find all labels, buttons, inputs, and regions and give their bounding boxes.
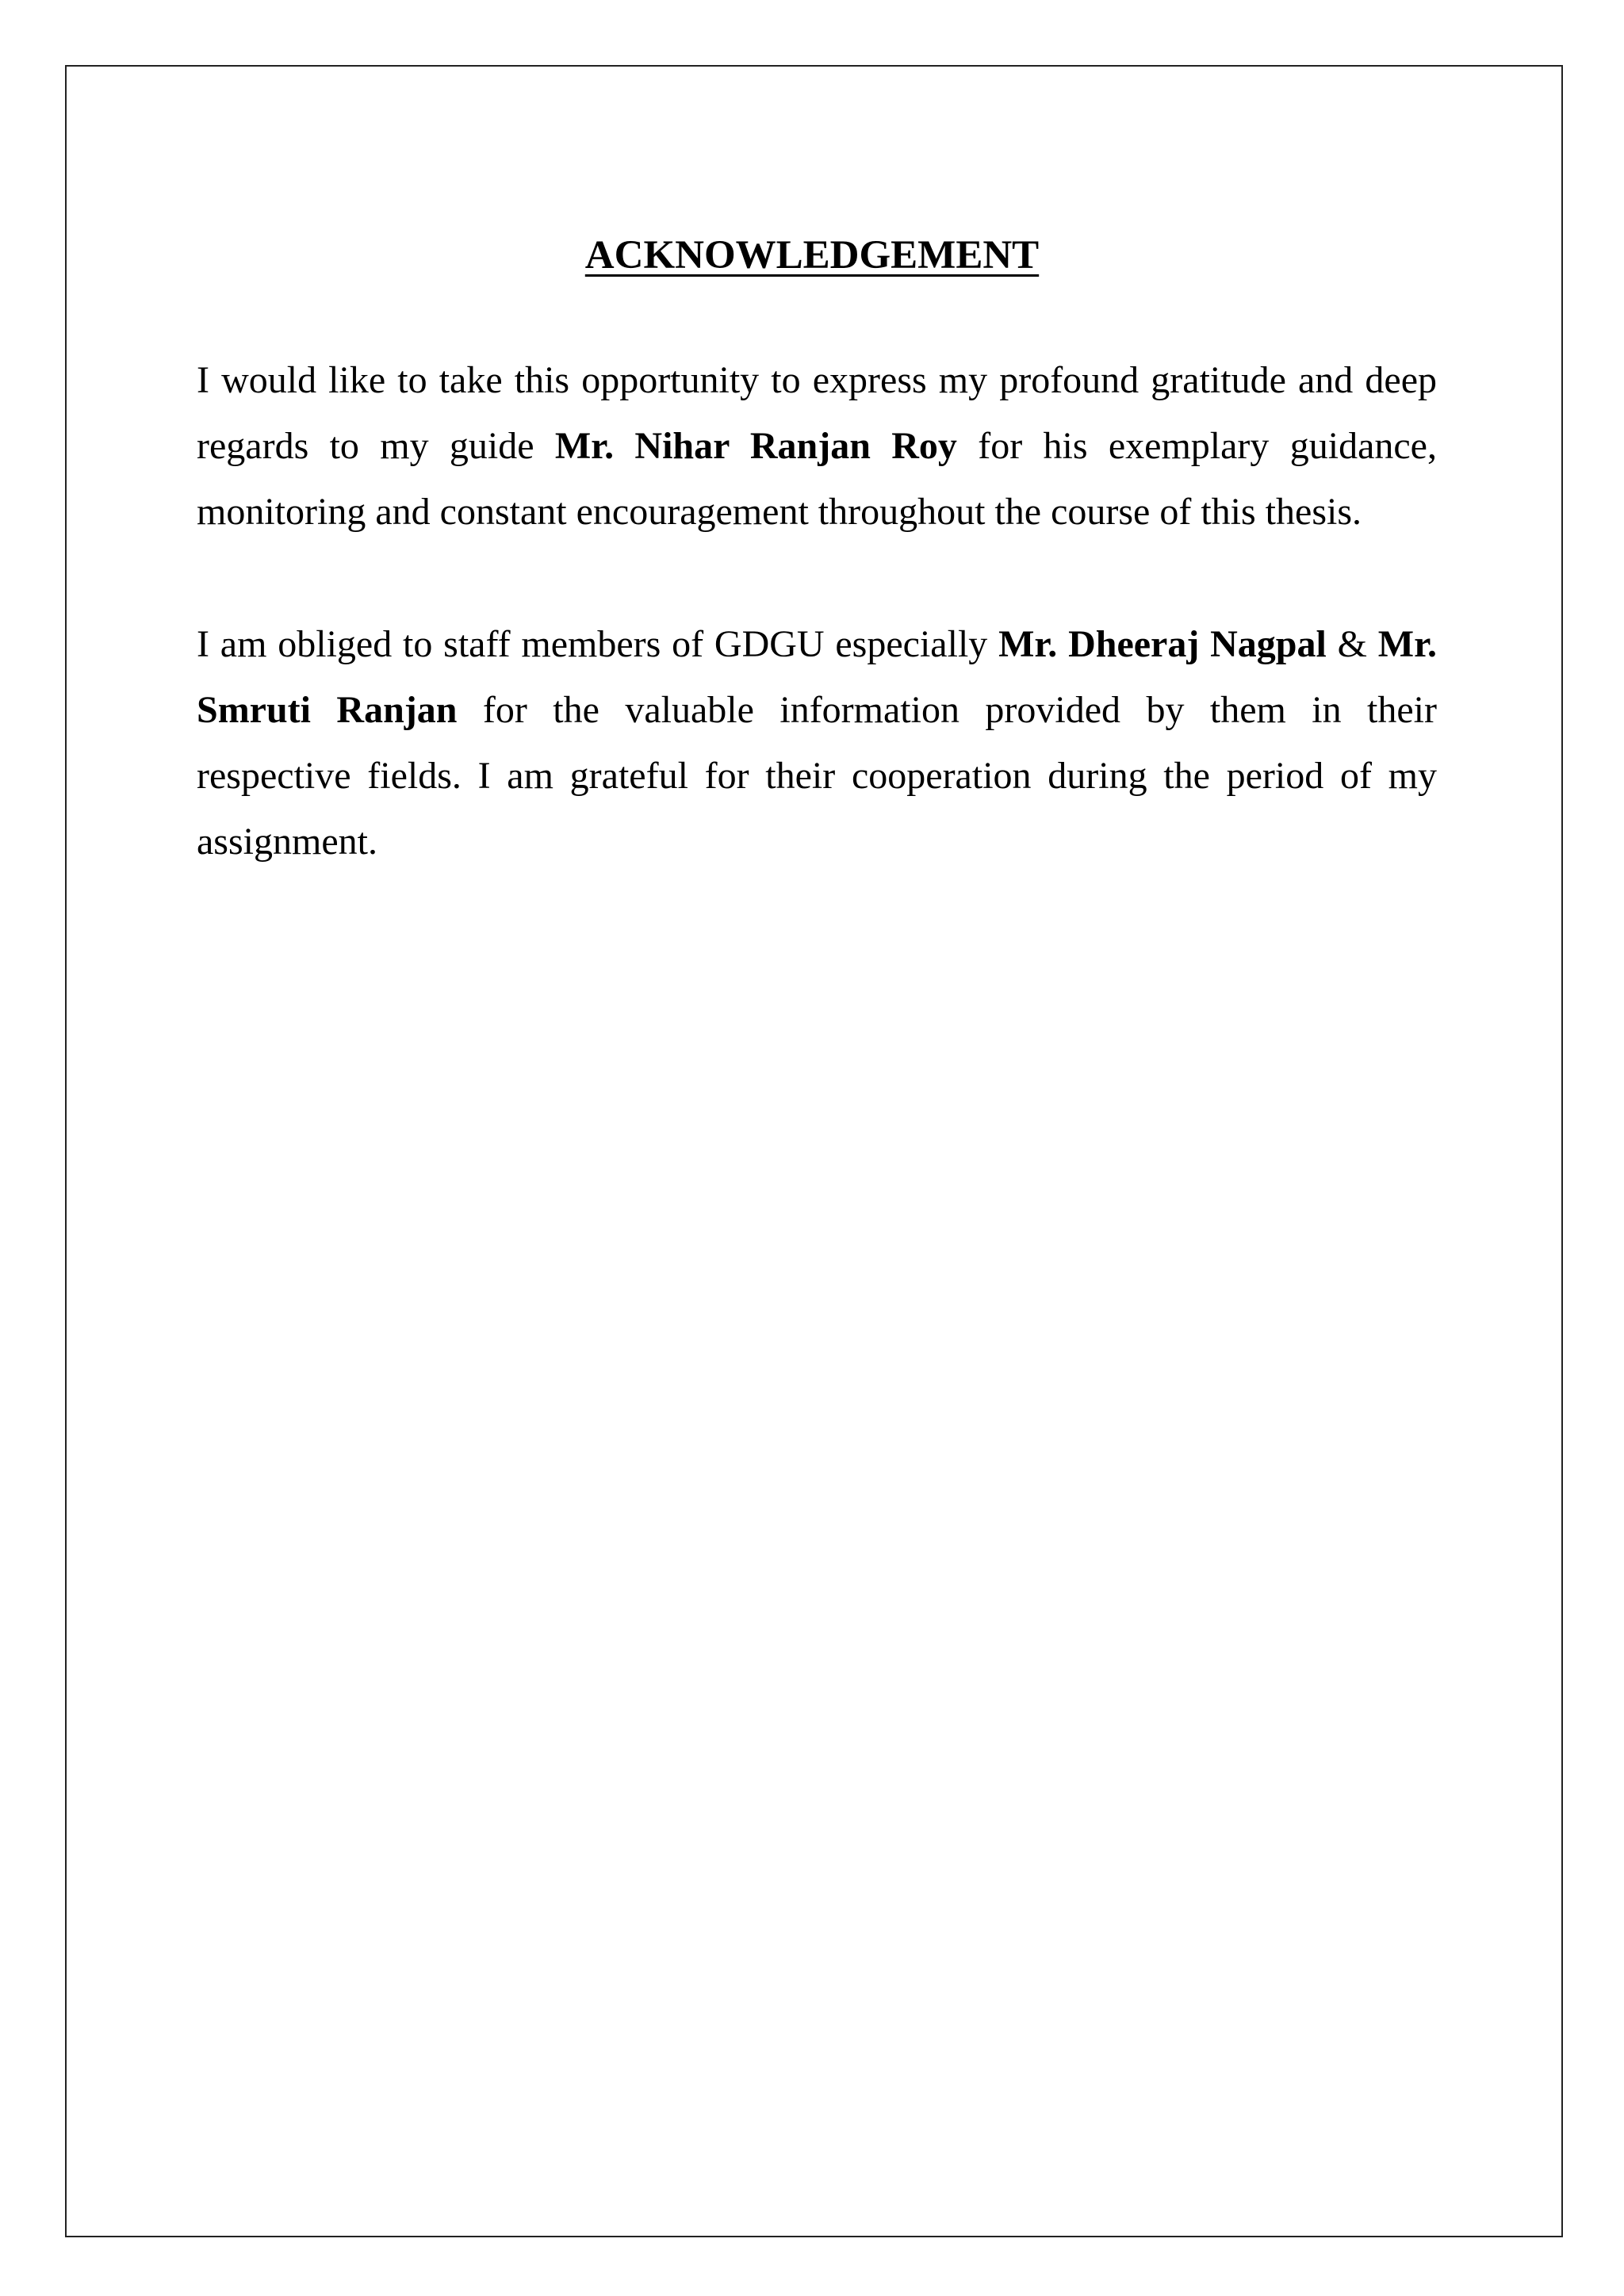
staff-name-1: Mr. Dheeraj Nagpal xyxy=(998,623,1327,665)
paragraph-1-intro: I would like to take this opportunity to express my profound gratitude and deep regards to my guide xyxy=(197,359,1437,467)
acknowledgement-paragraph-1 xyxy=(197,347,1437,545)
page-title xyxy=(0,232,1624,280)
page-title-text: ACKNOWLEDGEMENT xyxy=(584,233,1040,277)
paragraph-1-rest: for his exemplary guidance, monitoring and constant encouragement throughout the course of this thesis. xyxy=(197,425,1437,533)
acknowledgement-paragraph-2 xyxy=(197,611,1437,874)
paragraph-2-rest: for the valuable information provided by them in their respective fields. I am grateful for their cooperation during the period of my assignment. xyxy=(197,689,1437,863)
staff-name-2: Mr. Smruti Ranjan xyxy=(197,623,1437,731)
guide-name: Mr. Nihar Ranjan Roy xyxy=(554,425,957,467)
paragraph-2-intro: I am obliged to staff members of GDGU especially xyxy=(197,623,999,665)
paragraph-2-joiner: & xyxy=(1326,623,1378,665)
